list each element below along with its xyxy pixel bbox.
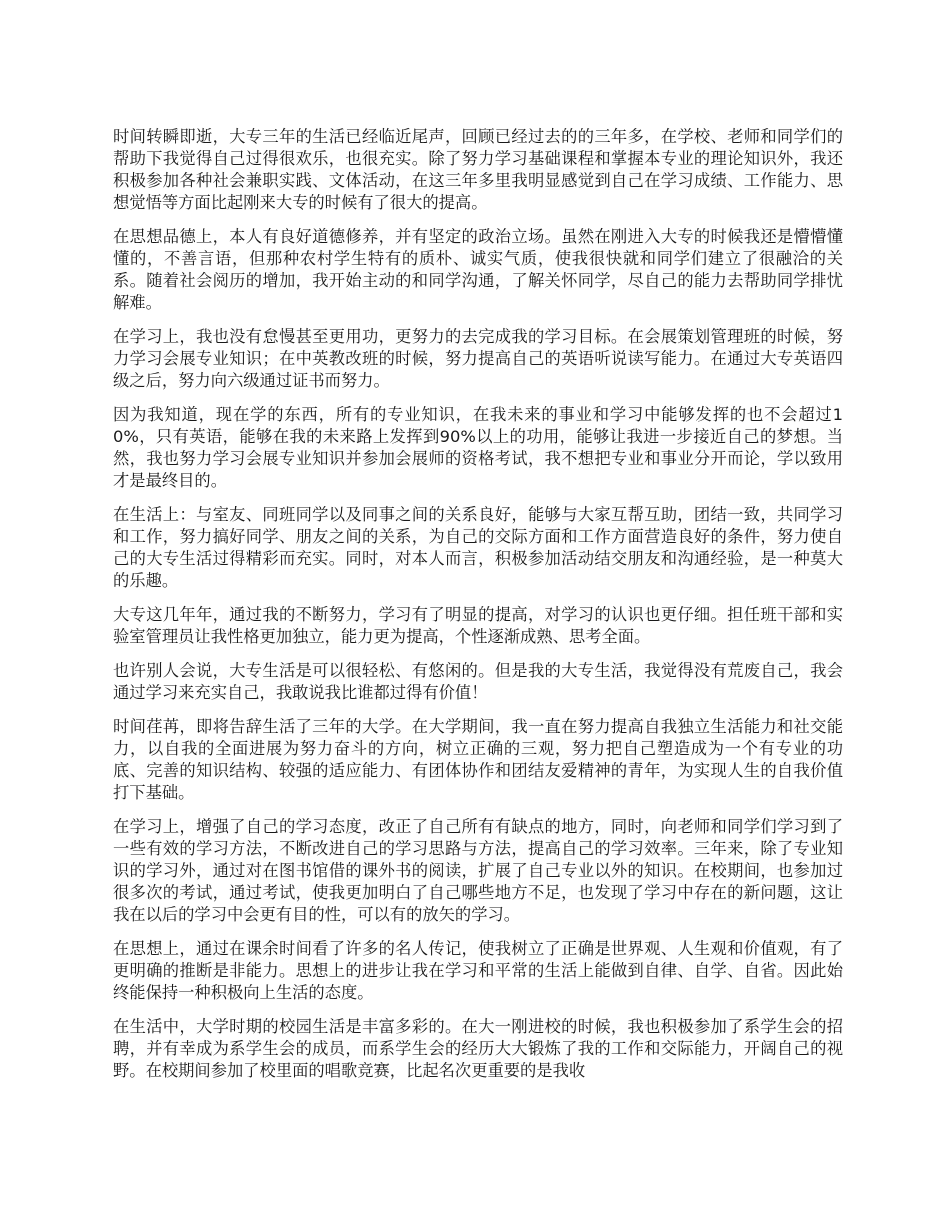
document-body bbox=[113, 126, 843, 1094]
paragraph: 在生活中，大学时期的校园生活是丰富多彩的。在大一刚进校的时候，我也积极参加了系学生会的招聘，并有幸成为系学生会的成员，而系学生会的经历大大锻炼了我的工作和交际能力，开阔自己的视野。在校期间参加了校里面的唱歌竞赛，比起名次更重要的是我收 bbox=[113, 1017, 843, 1080]
paragraph: 在学习上，我也没有怠慢甚至更用功，更努力的去完成我的学习目标。在会展策划管理班的时候，努力学习会展专业知识；在中英教改班的时候，努力提高自己的英语听说读写能力。在通过大专英语四级之后，努力向六级通过证书而努力。 bbox=[113, 327, 843, 390]
paragraph: 在思想品德上，本人有良好道德修养，并有坚定的政治立场。虽然在刚进入大专的时候我还是懵懵懂懂的，不善言语，但那种农村学生特有的质朴、诚实气质，使我很快就和同学们建立了很融洽的关系。随着社会阅历的增加，我开始主动的和同学沟通，了解关怀同学，尽自己的能力去帮助同学排忧解难。 bbox=[113, 227, 843, 312]
paragraph: 因为我知道，现在学的东西，所有的专业知识，在我未来的事业和学习中能够发挥的也不会超过10%，只有英语，能够在我的未来路上发挥到90%以上的功用，能够让我进一步接近自己的梦想。当然，我也努力学习会展专业知识并参加会展师的资格考试，我不想把专业和事业分开而论，学以致用才是最终目的。 bbox=[113, 405, 843, 490]
paragraph: 大专这几年年，通过我的不断努力，学习有了明显的提高，对学习的认识也更仔细。担任班干部和实验室管理员让我性格更加独立，能力更为提高，个性逐渐成熟、思考全面。 bbox=[113, 605, 843, 646]
paragraph: 时间荏苒，即将告辞生活了三年的大学。在大学期间，我一直在努力提高自我独立生活能力和社交能力，以自我的全面进展为努力奋斗的方向，树立正确的三观，努力把自己塑造成为一个有专业的功底、完善的知识结构、较强的适应能力、有团体协作和团结友爱精神的青年，为实现人生的自我价值打下基础。 bbox=[113, 717, 843, 802]
paragraph: 在思想上，通过在课余时间看了许多的名人传记，使我树立了正确是世界观、人生观和价值观，有了更明确的推断是非能力。思想上的进步让我在学习和平常的生活上能做到自律、自学、自省。因此始终能保持一种积极向上生活的态度。 bbox=[113, 939, 843, 1002]
paragraph: 时间转瞬即逝，大专三年的生活已经临近尾声，回顾已经过去的的三年多，在学校、老师和同学们的帮助下我觉得自己过得很欢乐，也很充实。除了努力学习基础课程和掌握本专业的理论知识外，我还积极参加各种社会兼职实践、文体活动，在这三年多里我明显感觉到自己在学习成绩、工作能力、思想觉悟等方面比起刚来大专的时候有了很大的提高。 bbox=[113, 127, 843, 212]
paragraph: 在生活上：与室友、同班同学以及同事之间的关系良好，能够与大家互帮互助，团结一致，共同学习和工作，努力搞好同学、朋友之间的关系，为自己的交际方面和工作方面营造良好的条件，努力使自己的大专生活过得精彩而充实。同时，对本人而言，积极参加活动结交朋友和沟通经验，是一种莫大的乐趣。 bbox=[113, 505, 843, 590]
paragraph: 也许别人会说，大专生活是可以很轻松、有悠闲的。但是我的大专生活，我觉得没有荒废自己，我会通过学习来充实自己，我敢说我比谁都过得有价值！ bbox=[113, 661, 843, 702]
paragraph: 在学习上，增强了自己的学习态度，改正了自己所有有缺点的地方，同时，向老师和同学们学习到了一些有效的学习方法，不断改进自己的学习思路与方法，提高自己的学习效率。三年来，除了专业知识的学习外，通过对在图书馆借的课外书的阅读，扩展了自己专业以外的知识。在校期间，也参加过很多次的考试，通过考试，使我更加明白了自己哪些地方不足，也发现了学习中存在的新问题，这让我在以后的学习中会更有目的性，可以有的放矢的学习。 bbox=[113, 817, 843, 924]
